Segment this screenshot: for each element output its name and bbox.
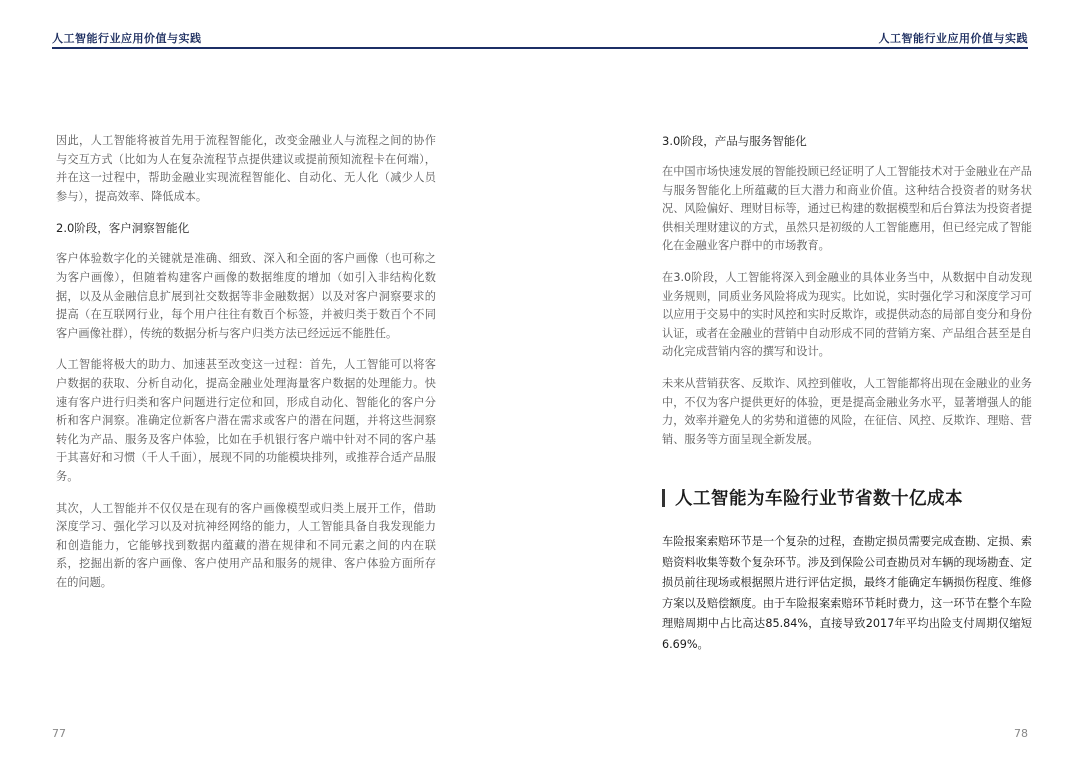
header-rule <box>52 47 540 49</box>
emphasis-paragraph: 车险报案索赔环节是一个复杂的过程，查勘定损员需要完成查勘、定损、索赔资料收集等数个复杂环节。涉及到保险公司查勘员对车辆的现场勘查、定损员前往现场或根据照片进行评估定损，最终才能确定车辆损伤程度、维修方案以及赔偿额度。由于车险报案索赔环节耗时费力，这一环节在整个车险理赔周期中占比高达85.84%，直接导致2017年平均出险支付周期仅缩短6.69%。 <box>662 535 1032 651</box>
text-column <box>56 132 436 605</box>
right-page <box>540 0 1080 764</box>
body-paragraph: 因此，人工智能将被首先用于流程智能化，改变金融业人与流程之间的协作与交互方式（比如为人在复杂流程节点提供建议或提前预知流程卡在何端），并在这一过程中，帮助金融业实现流程智能化、自动化、无人化（减少人员参与），提高效率、降低成本。 <box>56 134 436 203</box>
section-heading: 人工智能为车险行业节省数十亿成本 <box>675 489 963 510</box>
section-title <box>662 485 1032 510</box>
page-number: 77 <box>52 727 66 740</box>
text-column <box>662 132 1032 655</box>
page-number: 78 <box>1014 727 1028 740</box>
body-paragraph: 其次，人工智能并不仅仅是在现有的客户画像模型或归类上展开工作，借助深度学习、强化学习以及对抗神经网络的能力，人工智能具备自我发现能力和创造能力，它能够找到数据内蕴藏的潜在规律和不同元素之间的内在联系，挖掘出新的客户画像、客户使用产品和服务的规律、客户体验方面所存在的问题。 <box>56 501 436 589</box>
body-paragraph: 在中国市场快速发展的智能投顾已经证明了人工智能技术对于金融业在产品与服务智能化上所蕴藏的巨大潜力和商业价值。这种结合投资者的财务状况、风险偏好、理财目标等，通过已构建的数据模型和后台算法为投资者提供相关理财建议的方式，虽然只是初级的人工智能應用，但已经完成了智能化在金融业客户群中的市场教育。 <box>662 165 1032 253</box>
running-head: 人工智能行业应用价值与实践 <box>878 32 1028 45</box>
body-paragraph: 人工智能将极大的助力、加速甚至改变这一过程：首先，人工智能可以将客户数据的获取、分析自动化，提高金融业处理海量客户数据的处理能力。快速有客户进行归类和客户问题进行定位和回，形成自动化、智能化的客户分析和客户洞察。准确定位新客户潜在需求或客户的潜在问题，并将这些洞察转化为产品、服务及客户体验，比如在手机银行客户端中针对不同的客户基于其喜好和习惯（千人千面），展现不同的功能模块排列，或推荐合适产品服务。 <box>56 358 436 483</box>
body-paragraph: 在3.0阶段，人工智能将深入到金融业的具体业务当中，从数据中自动发现业务规则，同质业务风险将成为现实。比如说，实时强化学习和深度学习可以应用于交易中的实时风控和实时反欺诈，或提供动态的局部自变分和身份认证，或者在金融业的营销中自动形成不同的营销方案、产品组合甚至是自动化完成营销内容的撰写和设计。 <box>662 270 1032 359</box>
body-paragraph: 客户体验数字化的关键就是准确、细致、深入和全面的客户画像（也可称之为客户画像），但随着构建客户画像的数据维度的增加（如引入非结构化数据，以及从金融信息扩展到社交数据等非金融数据）以及对客户洞察要求的提高（在互联网行业，每个用户往往有数百个标签，并被归类于数百个不同客户画像社群），传统的数据分析与客户归类方法已经远远不能胜任。 <box>56 252 436 340</box>
section-bar <box>662 489 665 507</box>
body-paragraph: 未来从营销获客、反欺诈、风控到催收，人工智能都将出现在金融业的业务中，不仅为客户提供更好的体验，更是提高金融业务水平，显著增强人的能力，效率并避免人的劣势和道德的风险，在征信、风控、反欺诈、理赔、营销、服务等方面呈现全新发展。 <box>662 376 1032 446</box>
subheading: 2.0阶段，客户洞察智能化 <box>56 221 190 236</box>
running-head: 人工智能行业应用价值与实践 <box>52 32 202 45</box>
header-rule <box>540 47 1028 49</box>
subheading: 3.0阶段，产品与服务智能化 <box>662 134 807 148</box>
